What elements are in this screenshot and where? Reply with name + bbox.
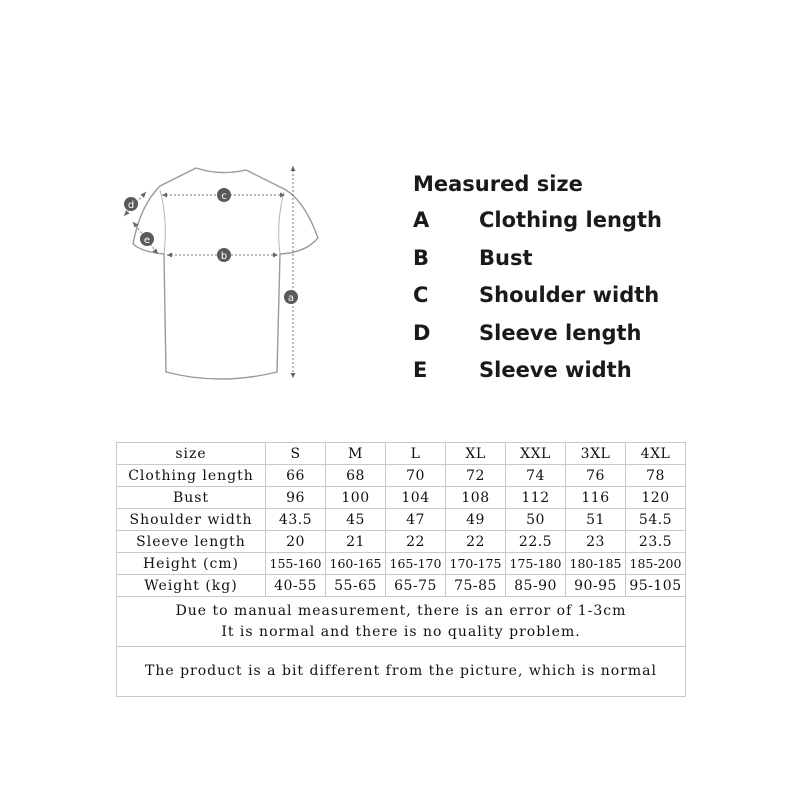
table-cell: 74 <box>506 465 566 487</box>
svg-text:a: a <box>287 293 295 304</box>
table-cell: 155-160 <box>266 553 326 575</box>
table-header-row <box>117 443 686 465</box>
table-cell: 66 <box>266 465 326 487</box>
legend-label: Shoulder width <box>479 283 660 307</box>
svg-text:e: e <box>143 235 151 246</box>
table-cell: 78 <box>626 465 686 487</box>
row-label: Weight (kg) <box>117 575 266 597</box>
note-line: It is normal and there is no quality problem. <box>221 623 581 640</box>
table-cell: 65-75 <box>386 575 446 597</box>
table-cell: 22 <box>446 531 506 553</box>
header-cell: size <box>117 443 266 465</box>
table-cell: 180-185 <box>566 553 626 575</box>
row-label: Height (cm) <box>117 553 266 575</box>
legend-item-d <box>413 317 662 355</box>
table-cell: 96 <box>266 487 326 509</box>
svg-text:b: b <box>220 251 228 262</box>
table-cell: 175-180 <box>506 553 566 575</box>
table-cell: 70 <box>386 465 446 487</box>
note-line: Due to manual measurement, there is an error of 1-3cm <box>175 602 627 619</box>
table-cell: 72 <box>446 465 506 487</box>
table-cell: 85-90 <box>506 575 566 597</box>
table-cell: 112 <box>506 487 566 509</box>
table-cell: 54.5 <box>626 509 686 531</box>
header-cell: XXL <box>506 443 566 465</box>
table-cell: 43.5 <box>266 509 326 531</box>
table-cell: 185-200 <box>626 553 686 575</box>
table-cell: 170-175 <box>446 553 506 575</box>
legend-letter: A <box>413 208 430 232</box>
table-row <box>117 487 686 509</box>
table-cell: 22.5 <box>506 531 566 553</box>
table-cell: 75-85 <box>446 575 506 597</box>
legend-label: Clothing length <box>479 208 662 232</box>
legend-letter: C <box>413 283 429 307</box>
legend-letter: E <box>413 358 428 382</box>
marker-a <box>284 290 298 304</box>
table-cell: 104 <box>386 487 446 509</box>
row-label: Shoulder width <box>117 509 266 531</box>
table-row <box>117 531 686 553</box>
header-cell: M <box>326 443 386 465</box>
row-label: Bust <box>117 487 266 509</box>
measurement-legend <box>413 168 662 392</box>
header-cell: 4XL <box>626 443 686 465</box>
table-row <box>117 465 686 487</box>
legend-letter: D <box>413 320 431 345</box>
marker-d <box>124 197 138 211</box>
legend-label: Sleeve length <box>479 320 642 345</box>
table-cell: 20 <box>266 531 326 553</box>
table-cell: 23.5 <box>626 531 686 553</box>
table-cell: 76 <box>566 465 626 487</box>
table-cell: 22 <box>386 531 446 553</box>
table-note-row <box>117 647 686 697</box>
legend-item-a <box>413 204 662 242</box>
table-cell: 49 <box>446 509 506 531</box>
size-chart-table <box>116 442 686 697</box>
legend-item-b <box>413 242 662 280</box>
header-cell: S <box>266 443 326 465</box>
table-cell: 50 <box>506 509 566 531</box>
table-note-row <box>117 597 686 647</box>
legend-label: Sleeve width <box>479 358 632 382</box>
svg-text:d: d <box>127 200 135 211</box>
marker-e <box>140 232 154 246</box>
table-cell: 23 <box>566 531 626 553</box>
table-cell: 100 <box>326 487 386 509</box>
marker-c <box>217 188 231 202</box>
legend-item-e <box>413 354 662 392</box>
row-label: Sleeve length <box>117 531 266 553</box>
table-cell: 55-65 <box>326 575 386 597</box>
table-cell: 116 <box>566 487 626 509</box>
table-row <box>117 553 686 575</box>
legend-label: Bust <box>479 245 533 270</box>
table-cell: 120 <box>626 487 686 509</box>
tshirt-measurement-diagram <box>100 150 340 390</box>
legend-item-c <box>413 279 662 317</box>
header-cell: XL <box>446 443 506 465</box>
header-cell: 3XL <box>566 443 626 465</box>
table-cell: 21 <box>326 531 386 553</box>
table-cell: 160-165 <box>326 553 386 575</box>
table-cell: 47 <box>386 509 446 531</box>
legend-letter: B <box>413 245 430 270</box>
table-cell: 90-95 <box>566 575 626 597</box>
table-cell: 45 <box>326 509 386 531</box>
table-cell: 68 <box>326 465 386 487</box>
row-label: Clothing length <box>117 465 266 487</box>
marker-b <box>217 248 231 262</box>
table-cell: 165-170 <box>386 553 446 575</box>
table-row <box>117 575 686 597</box>
measurement-error-note <box>117 597 686 647</box>
header-cell: L <box>386 443 446 465</box>
legend-title: Measured size <box>413 172 583 196</box>
table-cell: 51 <box>566 509 626 531</box>
svg-text:c: c <box>221 191 227 202</box>
table-row <box>117 509 686 531</box>
table-cell: 40-55 <box>266 575 326 597</box>
product-difference-note: The product is a bit different from the picture, which is normal <box>117 647 686 697</box>
table-cell: 108 <box>446 487 506 509</box>
table-cell: 95-105 <box>626 575 686 597</box>
